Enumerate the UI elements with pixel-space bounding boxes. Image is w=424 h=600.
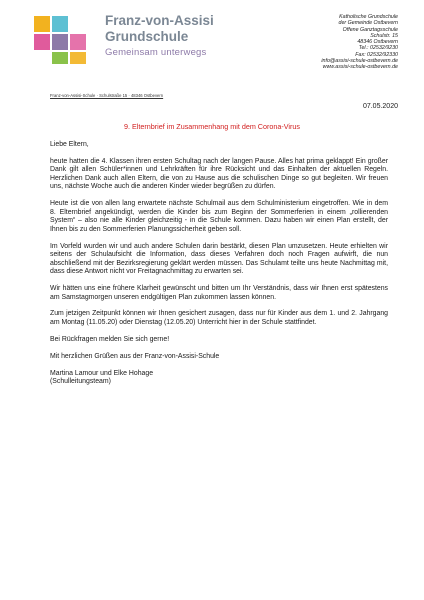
paragraph: Wir hätten uns eine frühere Klarheit gewünscht und bitten um Ihr Verständnis, dass wir Ihnen erst spätestens am Samstagmorgen unseren endgültigen Plan zukommen lassen können. <box>50 285 388 301</box>
closing: Mit herzlichen Grüßen aus der Franz-von-Assisi-Schule <box>50 352 220 360</box>
address-line: Katholische Grundschule <box>339 14 398 20</box>
address-line: Schulstr. 15 <box>370 32 398 39</box>
school-name-block <box>105 14 214 58</box>
paragraph: Zum jetzigen Zeitpunkt können wir Ihnen gesichert zusagen, dass nur für Kinder aus dem 1. und 2. Jahrgang am Montag (11.05.20) oder Dienstag (12.05.20) Unterricht hier in der Schule stattfindet. <box>50 310 388 326</box>
address-line: der Gemeinde Ostbevern <box>338 20 398 27</box>
email-link[interactable]: info@assisi-schule-ostbevern.de <box>321 58 398 65</box>
paragraph: heute hatten die 4. Klassen ihren ersten Schultag nach der langen Pause. Alles hat prima geklappt! Ein großer Dank gilt allen Schüler*innen und Lehrkräften für ihre Rücksicht und das Einhalten der aktuellen Regeln. Herzlichen Dank auch allen Eltern, die von zu Hause aus die schulischen Dinge so gut begleiten. Wir freuen uns, nächste Woche auch die anderen Kinder wieder begrüßen zu dürfen. <box>50 157 388 191</box>
school-name-line2: Grundschule <box>105 28 189 44</box>
school-logo <box>32 14 92 66</box>
paragraph: Heute ist die von allen lang erwartete nächste Schulmail aus dem Schulministerium eingetroffen. Wie in dem 8. Elternbrief angekündigt, werden die Kinder bis zum Beginn der Sommerferien in einem „rollierenden System“ – also nie alle Kinder gleichzeitig - in die Schule kommen. Dazu haben wir einen Plan erstellt, der Ihnen bis zu den Sommerferien Planungssicherheit geben soll. <box>50 200 388 233</box>
address-line: Fax: 02532/92330 <box>355 51 398 58</box>
address-line: Tel.: 02532/9230 <box>358 45 398 52</box>
letter-body <box>50 141 388 395</box>
signature-role: (Schulleitungsteam) <box>50 378 111 386</box>
sender-line: Franz-von-Assisi-Schule · Schulstraße 15 · 48346 Ostbevern <box>50 93 164 98</box>
salutation: Liebe Eltern, <box>50 141 89 148</box>
paragraph: Im Vorfeld wurden wir und auch andere Schulen darin bestärkt, diesen Plan umzusetzen. Heute erhielten wir seitens der Schulaufsicht die Information, dass dieses Verfahren doch noch Fragen aufwirft, die nun abschließend mit der Bezirksregierung geklärt werden müssen. Das Schulamt teilte uns heute Nachmittag mit, dass diese Antwort nicht vor Freitagnachmittag zu erwarten sei. <box>50 242 388 276</box>
school-tagline: Gemeinsam unterwegs <box>105 46 207 58</box>
letter-date: 07.05.2020 <box>362 103 398 110</box>
website-link[interactable]: www.assisi-schule-ostbevern.de <box>322 64 398 71</box>
address-block <box>278 14 398 71</box>
signature-names: Martina Lamour und Elke Hohage <box>50 369 154 377</box>
address-line: Offene Ganztagsschule <box>342 26 398 33</box>
address-line: 48346 Ostbevern <box>357 39 398 46</box>
letter-subject: 9. Elternbrief im Zusammenhang mit dem Corona-Virus <box>123 122 301 131</box>
paragraph: Bei Rückfragen melden Sie sich gerne! <box>50 335 170 343</box>
school-name-line1: Franz-von-Assisi <box>105 13 214 28</box>
